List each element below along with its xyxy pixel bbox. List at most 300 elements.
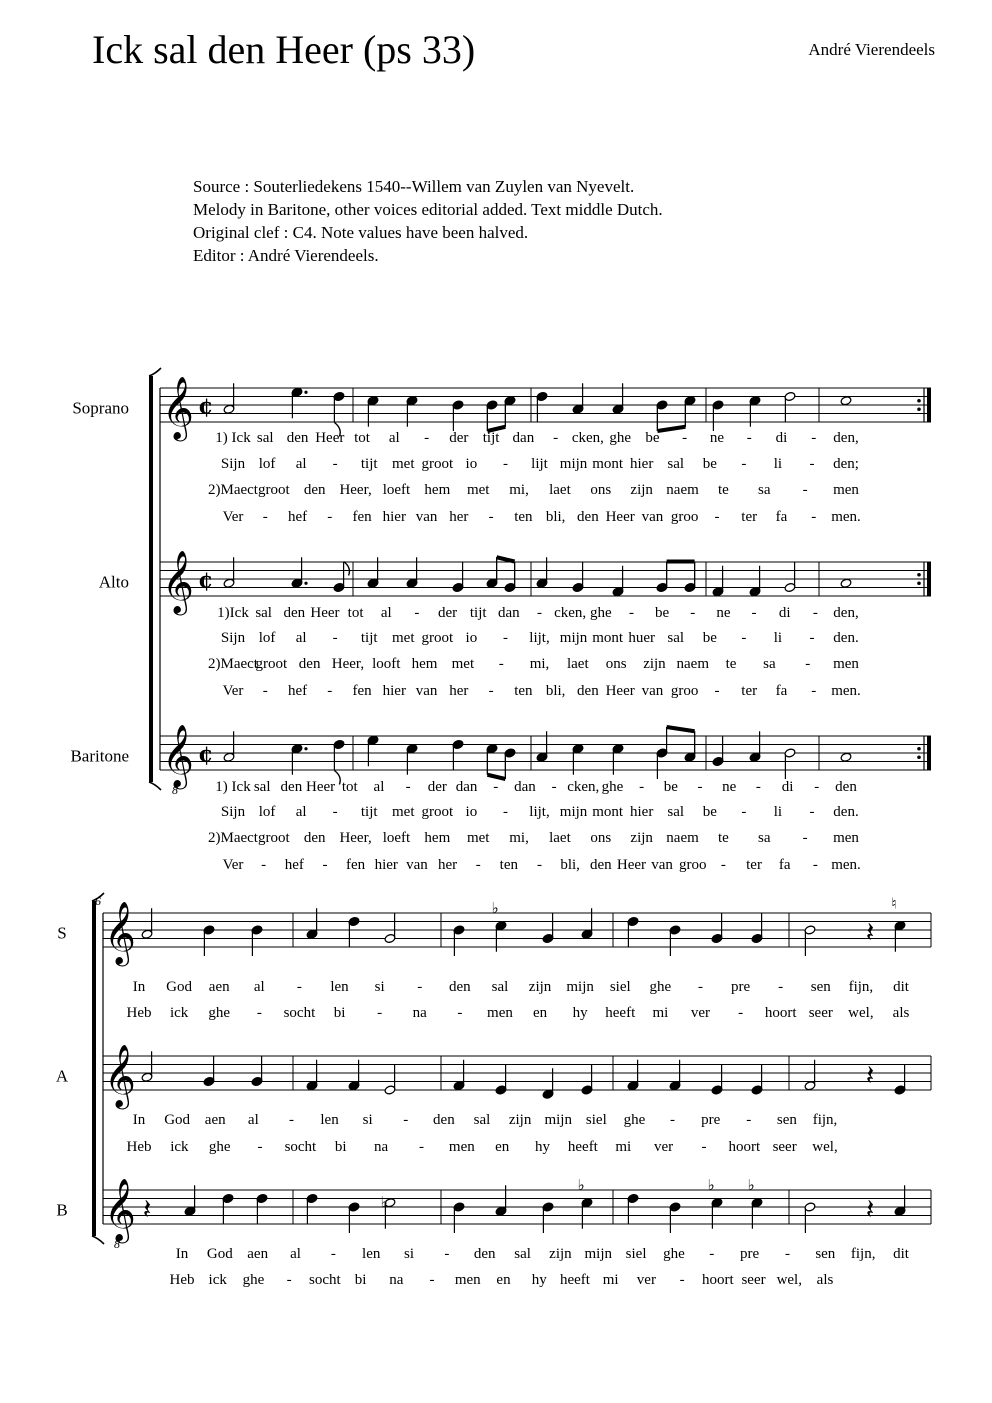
lyric-syllable: -	[417, 979, 423, 995]
lyric-syllable: -	[502, 456, 508, 472]
lyric-syllable: heeft	[559, 1272, 590, 1288]
lyric-syllable: men	[448, 1139, 475, 1155]
lyric-syllable: al	[253, 979, 265, 995]
lyric-syllable: si	[362, 1112, 373, 1128]
lyric-syllable: io	[465, 456, 478, 472]
lyric-syllable: laet	[566, 656, 589, 672]
lyric-syllable: siel	[609, 979, 631, 995]
lyric-syllable: -	[262, 509, 268, 525]
lyric-syllable: cken,	[567, 779, 600, 795]
lyric-syllable: ten	[499, 857, 519, 873]
system-bracket	[149, 376, 153, 782]
lyric-syllable: ver	[690, 1005, 711, 1021]
lyric-syllable: men.	[831, 683, 861, 699]
lyric-syllable: Heb	[126, 1139, 152, 1155]
lyric-syllable: -	[424, 430, 430, 446]
lyric-syllable: ne	[722, 779, 737, 795]
lyric-syllable: -	[746, 1112, 752, 1128]
lyric-syllable: pre	[731, 979, 751, 995]
lyric-syllable: lijt	[531, 456, 548, 472]
lyric-syllable: heeft	[567, 1139, 598, 1155]
lyric-syllable: al	[295, 456, 307, 472]
lyric-syllable: men	[833, 656, 859, 672]
lyric-syllable: -	[701, 1139, 707, 1155]
lyric-syllable: -	[330, 1246, 336, 1262]
page-title: Ick sal den Heer (ps 33)	[92, 27, 476, 72]
lyric-syllable: di	[778, 605, 791, 621]
lyric-syllable: len	[362, 1246, 381, 1262]
lyric-syllable: Ver	[222, 509, 244, 525]
lyric-syllable: -	[553, 430, 559, 446]
treble-clef-icon: 𝄞	[104, 1178, 136, 1241]
lyric-syllable: al	[247, 1112, 259, 1128]
lyric-syllable: si	[374, 979, 385, 995]
lyric-syllable: Heer	[310, 605, 340, 621]
lyric-syllable: dan	[512, 430, 535, 446]
lyric-syllable: be	[702, 804, 717, 820]
lyric-syllable: ne	[709, 430, 725, 446]
lyric-syllable: -	[475, 857, 481, 873]
lyric-syllable: hy	[572, 1005, 588, 1021]
lyric-syllable: na	[412, 1005, 427, 1021]
lyric-syllable: wel,	[776, 1272, 802, 1288]
lyric-syllable: ghe	[242, 1272, 265, 1288]
lyric-syllable: den.	[833, 804, 859, 820]
lyric-syllable: bli,	[545, 509, 566, 525]
lyric-syllable: -	[502, 630, 508, 646]
staff-label: A	[55, 1066, 69, 1086]
lyric-syllable: 2)Maect	[208, 656, 258, 672]
lyric-syllable: -	[746, 430, 752, 446]
system-bracket	[92, 901, 96, 1236]
lyric-syllable: als	[892, 1005, 910, 1021]
lyric-syllable: mi,	[509, 830, 529, 846]
lyric-syllable: zijn	[508, 1112, 532, 1128]
lyric-syllable: -	[257, 1139, 263, 1155]
lyric-syllable: -	[697, 779, 703, 795]
lyric-syllable: sen	[776, 1112, 797, 1128]
repeat-dot	[917, 747, 921, 751]
lyric-syllable: sen	[810, 979, 831, 995]
note-dot	[304, 582, 307, 585]
lyric-syllable: groot	[421, 804, 454, 820]
lyric-syllable: dit	[893, 1246, 909, 1262]
lyric-syllable: -	[682, 430, 688, 446]
lyric-syllable: -	[429, 1272, 435, 1288]
lyric-syllable: den,	[833, 605, 859, 621]
repeat-dot	[917, 573, 921, 577]
lyric-syllable: en	[495, 1139, 510, 1155]
lyric-syllable: bi	[354, 1272, 367, 1288]
accidental-icon: ♭	[707, 1175, 715, 1194]
lyric-syllable: -	[714, 683, 720, 699]
lyric-syllable: 2)Maect	[208, 830, 258, 846]
lyric-syllable: Heer	[305, 779, 336, 795]
lyric-syllable: her	[449, 509, 469, 525]
lyric-syllable: Sijn	[220, 804, 246, 820]
lyric-syllable: zijn	[630, 830, 653, 846]
repeat-dot	[917, 399, 921, 403]
lyric-syllable: mont	[592, 804, 624, 820]
lyric-syllable: -	[738, 1005, 744, 1021]
lyric-syllable: laet	[549, 482, 571, 498]
lyric-syllable: -	[809, 456, 815, 472]
lyric-syllable: be	[663, 779, 678, 795]
quarter-rest-icon: 𝄽	[865, 915, 875, 949]
lyric-syllable: io	[465, 804, 478, 820]
lyric-syllable: -	[812, 857, 818, 873]
lyric-syllable: tijt	[360, 456, 378, 472]
lyric-syllable: ghe	[649, 979, 672, 995]
lyric-syllable: socht	[284, 1139, 317, 1155]
lyric-syllable: ghe	[663, 1246, 685, 1262]
lyric-syllable: In	[132, 1112, 146, 1128]
lyric-syllable: dan	[498, 605, 520, 621]
lyric-syllable: -	[498, 656, 504, 672]
note-dot	[304, 747, 307, 750]
lyric-syllable: God	[164, 1112, 191, 1128]
lyric-syllable: Heer	[605, 509, 635, 525]
lyric-syllable: seer	[808, 1005, 833, 1021]
lyric-syllable: men	[487, 1005, 513, 1021]
lyric-syllable: socht	[283, 1005, 316, 1021]
lyric-syllable: mi	[652, 1005, 669, 1021]
note-head	[840, 752, 852, 762]
lyric-syllable: men	[454, 1272, 481, 1288]
quarter-rest-icon: 𝄽	[865, 1192, 875, 1226]
lyric-syllable: en	[532, 1005, 548, 1021]
lyric-syllable: hoort	[728, 1139, 761, 1155]
lyric-syllable: van	[415, 509, 438, 525]
lyric-syllable: hy	[531, 1272, 547, 1288]
lyric-syllable: van	[415, 683, 438, 699]
treble-clef-icon: 𝄞	[162, 550, 194, 613]
lyric-syllable: -	[286, 1272, 292, 1288]
note-flag	[334, 771, 340, 785]
lyric-syllable: ghe	[208, 1005, 231, 1021]
lyric-syllable: al	[388, 430, 400, 446]
lyric-syllable: mi,	[509, 482, 529, 498]
lyric-syllable: met	[466, 830, 490, 846]
lyric-syllable: te	[717, 830, 729, 846]
octave-mark: 8	[172, 783, 178, 797]
lyric-syllable: hef	[284, 857, 304, 873]
repeat-dot	[917, 755, 921, 759]
lyric-syllable: fen	[346, 857, 366, 873]
lyric-syllable: Heer,	[339, 482, 372, 498]
lyric-syllable: men.	[831, 857, 861, 873]
lyric-syllable: hier	[630, 456, 654, 472]
lyric-syllable: den	[577, 683, 599, 699]
lyric-syllable: sa	[758, 830, 771, 846]
lyric-syllable: hoort	[701, 1272, 734, 1288]
lyric-syllable: Sijn	[220, 456, 246, 472]
lyric-syllable: sa	[758, 482, 771, 498]
lyric-syllable: Ver	[222, 857, 244, 873]
lyric-syllable: laet	[549, 830, 571, 846]
lyric-syllable: loeft	[382, 482, 411, 498]
lyric-syllable: -	[741, 804, 747, 820]
lyric-syllable: met	[392, 630, 415, 646]
lyric-syllable: pre	[701, 1112, 721, 1128]
treble-clef-icon: 𝄞	[162, 376, 194, 439]
lyric-syllable: mijn	[559, 804, 588, 820]
bracket-hook	[149, 368, 161, 376]
treble-clef-icon: 𝄞	[104, 1044, 136, 1107]
lyric-syllable: sal	[667, 804, 685, 820]
lyric-syllable: -	[811, 683, 817, 699]
lyric-syllable: naem	[666, 482, 699, 498]
lyric-syllable: den	[589, 857, 612, 873]
lyric-syllable: -	[405, 779, 411, 795]
lyric-syllable: cken,	[554, 605, 587, 621]
lyric-syllable: -	[488, 509, 494, 525]
lyric-syllable: zijn	[630, 482, 653, 498]
lyric-syllable: 1) Ick	[215, 430, 251, 446]
lyric-syllable: den	[280, 779, 303, 795]
lyric-syllable: naem	[666, 830, 699, 846]
staff-label: S	[57, 923, 67, 943]
lyric-syllable: met	[392, 456, 415, 472]
lyric-syllable: den	[433, 1112, 455, 1128]
quarter-rest-icon: 𝄽	[142, 1192, 152, 1226]
lyric-syllable: -	[377, 1005, 383, 1021]
lyric-syllable: bi	[333, 1005, 346, 1021]
lyric-syllable: mijn	[559, 456, 588, 472]
lyric-syllable: den;	[833, 456, 859, 472]
lyric-syllable: ick	[169, 1005, 189, 1021]
lyric-syllable: Heb	[126, 1005, 152, 1021]
lyric-syllable: te	[725, 656, 737, 672]
lyric-syllable: ver	[636, 1272, 656, 1288]
lyric-syllable: van	[651, 857, 673, 873]
lyric-syllable: hier	[374, 857, 398, 873]
lyric-syllable: -	[709, 1246, 715, 1262]
lyric-syllable: ten	[514, 683, 533, 699]
repeat-dot	[917, 581, 921, 585]
lyric-syllable: al	[295, 804, 307, 820]
lyric-syllable: ons	[605, 656, 627, 672]
lyric-syllable: si	[404, 1246, 415, 1262]
lyric-syllable: den	[298, 656, 321, 672]
lyric-syllable: -	[714, 509, 720, 525]
lyric-syllable: -	[811, 509, 817, 525]
lyric-syllable: -	[418, 1139, 424, 1155]
lyric-syllable: groot	[258, 830, 290, 846]
lyric-syllable: men.	[831, 509, 861, 525]
lyric-syllable: lof	[258, 456, 276, 472]
lyric-syllable: -	[537, 857, 542, 873]
lyric-syllable: -	[322, 857, 328, 873]
lyric-syllable: met	[466, 482, 490, 498]
lyric-syllable: be	[702, 456, 717, 472]
lyric-syllable: hem	[424, 482, 451, 498]
lyric-syllable: den	[449, 979, 471, 995]
lyric-syllable: mijn	[584, 1246, 613, 1262]
lyric-syllable: pre	[740, 1246, 760, 1262]
lyric-syllable: bi	[334, 1139, 347, 1155]
common-time-icon: ¢	[198, 393, 214, 420]
lyric-syllable: -	[809, 630, 815, 646]
lyric-syllable: en	[496, 1272, 511, 1288]
lyric-syllable: Heer	[616, 857, 647, 873]
lyric-syllable: hier	[382, 509, 406, 525]
measure-number: 6	[95, 894, 101, 908]
lyric-syllable: fen	[352, 683, 372, 699]
lyric-syllable: wel,	[812, 1139, 838, 1155]
lyric-syllable: dit	[893, 979, 909, 995]
lyric-syllable: -	[811, 430, 817, 446]
lyric-syllable: seer	[772, 1139, 797, 1155]
lyric-syllable: God	[206, 1246, 233, 1262]
lyric-syllable: li	[773, 804, 783, 820]
lyric-syllable: di	[781, 779, 794, 795]
lyric-syllable: siel	[585, 1112, 607, 1128]
info-line: Editor : André Vierendeels.	[193, 246, 379, 265]
lyric-syllable: mijn	[544, 1112, 572, 1128]
accidental-icon: ♮	[891, 894, 897, 913]
lyric-syllable: looft	[372, 656, 401, 672]
lyric-syllable: ghe	[601, 779, 624, 795]
lyric-syllable: naem	[676, 656, 709, 672]
lyric-syllable: -	[288, 1112, 294, 1128]
lyric-syllable: ghe	[208, 1139, 231, 1155]
lyric-syllable: -	[537, 605, 542, 621]
lyric-syllable: -	[670, 1112, 676, 1128]
lyric-syllable: groo	[670, 683, 699, 699]
lyric-syllable: fijn,	[850, 1246, 876, 1262]
lyric-syllable: In	[132, 979, 146, 995]
lyric-syllable: der	[427, 779, 447, 795]
treble-clef-icon: 𝄞	[162, 724, 194, 787]
lyric-syllable: -	[256, 1005, 262, 1021]
lyric-syllable: mi	[615, 1139, 632, 1155]
lyric-syllable: sen	[815, 1246, 836, 1262]
lyric-syllable: li	[773, 630, 783, 646]
lyric-syllable: groot	[421, 630, 454, 646]
lyric-syllable: na	[374, 1139, 389, 1155]
lyric-syllable: als	[816, 1272, 834, 1288]
lyric-syllable: met	[451, 656, 475, 672]
lyric-syllable: Heer,	[339, 830, 372, 846]
lyric-syllable: Heer,	[331, 656, 365, 672]
lyric-syllable: ick	[170, 1139, 189, 1155]
lyric-syllable: fijn,	[848, 979, 874, 995]
lyric-syllable: tot	[347, 605, 364, 621]
lyric-syllable: 1)Ick	[217, 605, 249, 621]
lyric-syllable: van	[406, 857, 428, 873]
lyric-syllable: sal	[514, 1246, 531, 1262]
lyric-syllable: hem	[411, 656, 438, 672]
lyric-syllable: ter	[741, 683, 758, 699]
lyric-syllable: -	[812, 605, 818, 621]
lyric-syllable: -	[551, 779, 557, 795]
repeat-bar	[927, 388, 931, 422]
lyric-syllable: na	[389, 1272, 404, 1288]
lyric-syllable: sal	[256, 430, 274, 446]
lyric-syllable: -	[778, 979, 784, 995]
lyric-syllable: mijn	[566, 979, 594, 995]
lyric-syllable: zijn	[643, 656, 666, 672]
lyric-syllable: al	[290, 1246, 301, 1262]
lyric-syllable: -	[690, 605, 696, 621]
lyric-syllable: fa	[775, 683, 788, 699]
lyric-syllable: ghe	[589, 605, 612, 621]
common-time-icon: ¢	[198, 741, 214, 768]
bracket-hook	[149, 782, 161, 790]
lyric-syllable: -	[493, 779, 499, 795]
lyric-syllable: aen	[208, 979, 230, 995]
lyric-syllable: tijt	[469, 605, 487, 621]
lyric-syllable: -	[639, 779, 645, 795]
lyric-syllable: be	[645, 430, 660, 446]
lyric-syllable: fen	[352, 509, 372, 525]
bracket-hook	[92, 1236, 104, 1244]
lyric-syllable: -	[741, 630, 747, 646]
lyric-syllable: den	[577, 509, 599, 525]
lyric-syllable: -	[802, 482, 808, 498]
lyric-syllable: be	[702, 630, 717, 646]
lyric-syllable: sa	[763, 656, 776, 672]
lyric-syllable: den	[303, 830, 326, 846]
lyric-syllable: -	[262, 683, 268, 699]
lyric-syllable: den	[473, 1246, 496, 1262]
lyric-syllable: mi,	[529, 656, 550, 672]
lyric-syllable: -	[261, 857, 267, 873]
lyric-syllable: te	[717, 482, 729, 498]
lyric-syllable: -	[720, 857, 726, 873]
lyric-syllable: groot	[255, 656, 288, 672]
lyric-syllable: mijn	[559, 630, 588, 646]
lyric-syllable: io	[465, 630, 478, 646]
lyric-syllable: mont	[592, 456, 624, 472]
lyric-syllable: hem	[424, 830, 451, 846]
lyric-syllable: Heer	[315, 430, 345, 446]
octave-mark: 8	[114, 1237, 120, 1251]
lyric-syllable: -	[741, 456, 747, 472]
note-beam	[497, 557, 515, 561]
lyric-syllable: -	[809, 804, 815, 820]
lyric-syllable: hef	[287, 683, 308, 699]
lyric-syllable: len	[320, 1112, 339, 1128]
lyric-syllable: Sijn	[220, 630, 246, 646]
lyric-syllable: zijn	[549, 1246, 572, 1262]
common-time-icon: ¢	[198, 567, 214, 594]
lyric-syllable: -	[444, 1246, 450, 1262]
accidental-icon: ♭	[577, 1175, 585, 1194]
lyric-syllable: hier	[630, 804, 654, 820]
lyric-syllable: -	[332, 804, 338, 820]
lyric-syllable: loeft	[382, 830, 411, 846]
lyric-syllable: -	[332, 630, 338, 646]
note-flag	[344, 562, 350, 576]
lyric-syllable: li	[773, 456, 783, 472]
lyric-syllable: den	[286, 430, 309, 446]
lyric-syllable: van	[641, 683, 664, 699]
lyric-syllable: al	[295, 630, 307, 646]
lyric-syllable: -	[327, 683, 333, 699]
lyric-syllable: sal	[473, 1112, 491, 1128]
lyric-syllable: her	[449, 683, 469, 699]
lyric-syllable: ons	[590, 482, 612, 498]
lyric-syllable: -	[755, 779, 761, 795]
accidental-icon: ♭	[491, 898, 499, 917]
lyric-syllable: tijt	[360, 630, 378, 646]
lyric-syllable: 2)Maect	[208, 482, 258, 498]
lyric-syllable: ten	[514, 509, 533, 525]
lyric-syllable: -	[414, 605, 420, 621]
staff-label: B	[56, 1200, 68, 1220]
